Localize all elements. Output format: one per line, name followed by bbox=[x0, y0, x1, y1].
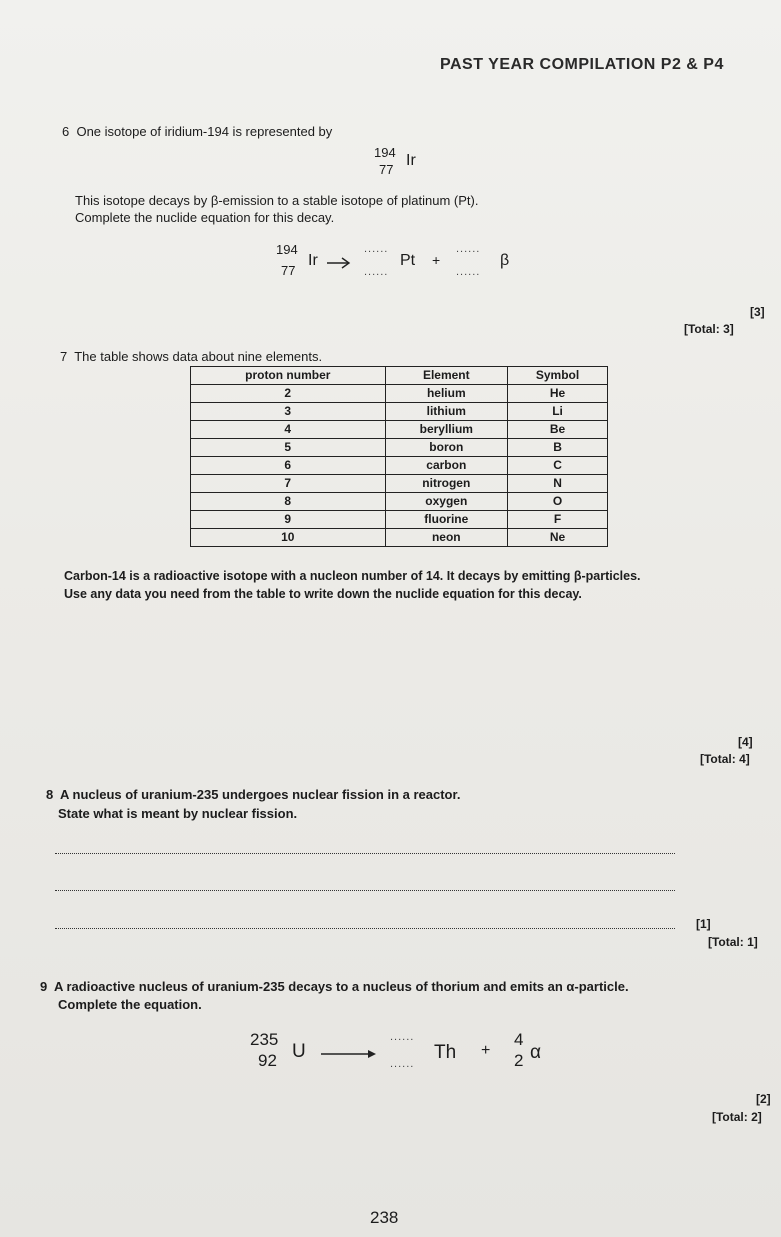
element-cell: oxygen bbox=[385, 493, 508, 511]
q8-total: [Total: 1] bbox=[708, 935, 758, 949]
q9-alpha-mass: 4 bbox=[514, 1030, 524, 1049]
answer-line[interactable] bbox=[55, 890, 675, 891]
q9-number: 9 bbox=[40, 979, 48, 994]
q7-intro bbox=[60, 349, 322, 364]
q9-eq-plus: + bbox=[481, 1042, 491, 1059]
q6-blank-mass[interactable]: ...... bbox=[364, 243, 389, 255]
element-cell: nitrogen bbox=[385, 475, 508, 493]
q6-eq-particle: β bbox=[500, 252, 510, 269]
column-header: Element bbox=[385, 367, 508, 385]
table-header-row bbox=[191, 367, 608, 385]
table-row bbox=[191, 385, 608, 403]
q7-line1: Carbon-14 is a radioactive isotope with a nucleon number of 14. It decays by emitting β-particles. bbox=[64, 569, 641, 583]
q8-number: 8 bbox=[46, 787, 54, 802]
symbol-cell: Li bbox=[508, 403, 608, 421]
table-row bbox=[191, 403, 608, 421]
proton-number-cell: 8 bbox=[191, 493, 386, 511]
proton-number-cell: 6 bbox=[191, 457, 386, 475]
element-cell: lithium bbox=[385, 403, 508, 421]
q6-total: [Total: 3] bbox=[684, 322, 734, 336]
symbol-cell: F bbox=[508, 511, 608, 529]
q6-line1: This isotope decays by β-emission to a stable isotope of platinum (Pt). bbox=[75, 193, 479, 208]
symbol-cell: Ne bbox=[508, 529, 608, 547]
q9-eq-symbol: U bbox=[292, 1041, 306, 1062]
q9-eq-product: Th bbox=[434, 1042, 457, 1063]
q6-eq-plus: + bbox=[432, 252, 441, 268]
element-cell: helium bbox=[385, 385, 508, 403]
q6-line2: Complete the nuclide equation for this decay. bbox=[75, 210, 335, 225]
q9-line1-text: A radioactive nucleus of uranium-235 decays to a nucleus of thorium and emits an α-particle. bbox=[53, 979, 629, 994]
q6-eq-product: Pt bbox=[400, 252, 416, 269]
q7-number: 7 bbox=[60, 349, 68, 364]
page-header: PAST YEAR COMPILATION P2 & P4 bbox=[440, 56, 724, 73]
q9-marks: [2] bbox=[756, 1092, 771, 1106]
answer-line[interactable] bbox=[55, 928, 675, 929]
q6-arrow-icon bbox=[326, 257, 352, 269]
q9-alpha-atomic: 2 bbox=[514, 1051, 524, 1070]
q7-line2: Use any data you need from the table to write down the nuclide equation for this decay. bbox=[64, 587, 582, 601]
table-row bbox=[191, 511, 608, 529]
q8-line1-text: A nucleus of uranium-235 undergoes nuclear fission in a reactor. bbox=[59, 787, 461, 802]
q9-arrow-icon bbox=[320, 1048, 378, 1060]
proton-number-cell: 10 bbox=[191, 529, 386, 547]
q6-blank-atomic[interactable]: ...... bbox=[364, 266, 389, 278]
symbol-cell: C bbox=[508, 457, 608, 475]
page-number: 238 bbox=[370, 1208, 399, 1227]
symbol-cell: B bbox=[508, 439, 608, 457]
proton-number-cell: 5 bbox=[191, 439, 386, 457]
table-row bbox=[191, 457, 608, 475]
element-cell: carbon bbox=[385, 457, 508, 475]
q6-nuclide-mass: 194 bbox=[374, 145, 396, 160]
q9-alpha-symbol: α bbox=[530, 1042, 541, 1063]
q6-eq-symbol: Ir bbox=[308, 252, 318, 269]
table-row bbox=[191, 475, 608, 493]
element-cell: neon bbox=[385, 529, 508, 547]
proton-number-cell: 2 bbox=[191, 385, 386, 403]
q8-line1 bbox=[46, 787, 460, 802]
q6-eq-atomic: 77 bbox=[281, 263, 296, 278]
q6-blank-particle-mass[interactable]: ...... bbox=[456, 243, 481, 255]
element-cell: fluorine bbox=[385, 511, 508, 529]
proton-number-cell: 7 bbox=[191, 475, 386, 493]
q6-number: 6 bbox=[62, 124, 70, 139]
q6-intro bbox=[62, 124, 332, 139]
q7-marks: [4] bbox=[738, 735, 753, 749]
symbol-cell: O bbox=[508, 493, 608, 511]
q6-intro-text: One isotope of iridium-194 is represented by bbox=[76, 124, 333, 139]
q7-intro-text: The table shows data about nine elements. bbox=[74, 349, 323, 364]
q8-marks: [1] bbox=[696, 917, 711, 931]
q6-marks: [3] bbox=[750, 305, 765, 319]
table-row bbox=[191, 421, 608, 439]
q9-eq-mass: 235 bbox=[250, 1030, 279, 1049]
table-row bbox=[191, 529, 608, 547]
q9-blank-atomic[interactable]: ...... bbox=[390, 1058, 415, 1070]
q9-line1 bbox=[40, 979, 629, 994]
q6-blank-particle-atomic[interactable]: ...... bbox=[456, 266, 481, 278]
q9-total: [Total: 2] bbox=[712, 1110, 762, 1124]
symbol-cell: N bbox=[508, 475, 608, 493]
element-cell: beryllium bbox=[385, 421, 508, 439]
symbol-cell: Be bbox=[508, 421, 608, 439]
q6-nuclide-atomic: 77 bbox=[379, 162, 394, 177]
answer-line[interactable] bbox=[55, 853, 675, 854]
q9-blank-mass[interactable]: ...... bbox=[390, 1031, 415, 1043]
q9-line2: Complete the equation. bbox=[58, 997, 202, 1012]
proton-number-cell: 3 bbox=[191, 403, 386, 421]
q9-eq-atomic: 92 bbox=[258, 1051, 277, 1070]
element-cell: boron bbox=[385, 439, 508, 457]
proton-number-cell: 4 bbox=[191, 421, 386, 439]
symbol-cell: He bbox=[508, 385, 608, 403]
column-header: Symbol bbox=[508, 367, 608, 385]
proton-number-cell: 9 bbox=[191, 511, 386, 529]
q7-total: [Total: 4] bbox=[700, 752, 750, 766]
elements-table bbox=[190, 366, 608, 547]
q6-eq-mass: 194 bbox=[276, 242, 298, 257]
table-row bbox=[191, 439, 608, 457]
column-header: proton number bbox=[191, 367, 386, 385]
q8-line2: State what is meant by nuclear fission. bbox=[58, 806, 298, 821]
q6-nuclide-symbol: Ir bbox=[406, 152, 416, 169]
table-row bbox=[191, 493, 608, 511]
